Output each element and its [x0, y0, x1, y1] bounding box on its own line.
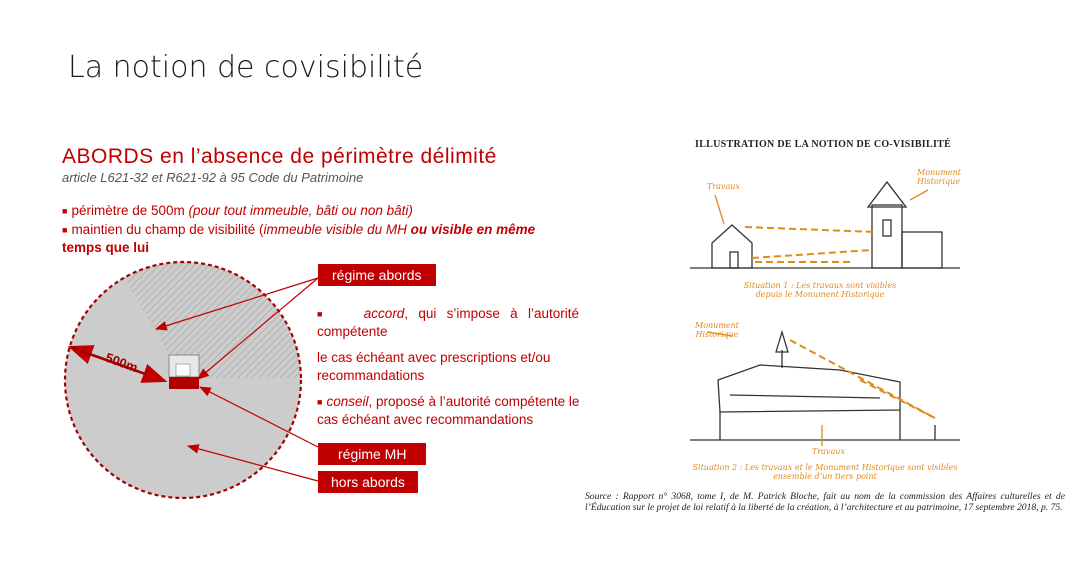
square-bullet-icon: ■ [317, 397, 323, 407]
sketch-situation-2 [690, 332, 960, 446]
radius-label: 500m [103, 349, 140, 376]
sketch2-travaux-label: Travaux [812, 447, 845, 456]
article-reference: article L621-32 et R621-92 à 95 Code du Patrimoine [62, 170, 364, 185]
criterion-perimeter-main: périmètre de 500m [71, 203, 185, 218]
abords-heading: ABORDS en l’absence de périmètre délimité [62, 145, 497, 168]
monument-red-block [169, 377, 199, 389]
criterion-visibility-bold: temps que lui [62, 240, 150, 255]
hors-abords-label: hors abords [318, 471, 418, 493]
source-note: Source : Rapport n° 3068, tome I, de M. Patrick Bloche, fait au nom de la commission des Affaires culturelles et de l’Éducation sur le projet de loi relatif à la liberté de la création, à l’architecture et au patrimoine, 17 septembre 2018, p. 75. [585, 491, 1065, 513]
accord-description [317, 305, 579, 341]
sketch-situation-1 [690, 182, 960, 268]
criterion-visibility-main: maintien du champ de visibilité ( [71, 222, 264, 237]
sketch1-monument-label: Monument Historique [917, 168, 961, 186]
conseil-rest: , proposé à l’autorité compétente le cas échéant avec recommandations [317, 394, 580, 427]
sketch2-monument-label: Monument Historique [695, 321, 739, 339]
square-bullet-icon: ■ [317, 309, 329, 319]
prescriptions-text: le cas échéant avec prescriptions et/ou recommandations [317, 350, 551, 383]
conseil-keyword: conseil [326, 394, 369, 409]
square-bullet-icon: ■ [62, 225, 68, 235]
sketch2-sight-lines [790, 340, 935, 418]
figure-title: ILLUSTRATION DE LA NOTION DE CO-VISIBILITÉ [695, 139, 952, 150]
sketch1-travaux-label: Travaux [707, 182, 740, 191]
accord-keyword: accord [363, 306, 405, 321]
monument-inner-square [176, 364, 190, 376]
conseil-description [317, 393, 587, 429]
sketch2-caption: Situation 2 : Les travaux et le Monument Historique sont visibles ensemble d’un tiers point [692, 463, 958, 481]
slide-title: La notion de covisibilité [68, 50, 424, 85]
square-bullet-icon: ■ [62, 206, 68, 216]
criterion-perimeter-detail: (pour tout immeuble, bâti ou non bâti) [188, 203, 413, 218]
criterion-visibility-italic: immeuble visible du MH [263, 222, 407, 237]
sketch1-caption: Situation 1 : Les travaux sont visibles depuis le Monument Historique [743, 281, 897, 299]
regime-abords-label: régime abords [318, 264, 436, 286]
sketch1-sight-lines [745, 227, 875, 262]
criterion-visibility-bold-italic: ou visible en même [406, 222, 536, 237]
accord-rest: , qui s’impose à l’autorité compétente [317, 306, 579, 339]
regime-mh-label: régime MH [318, 443, 426, 465]
